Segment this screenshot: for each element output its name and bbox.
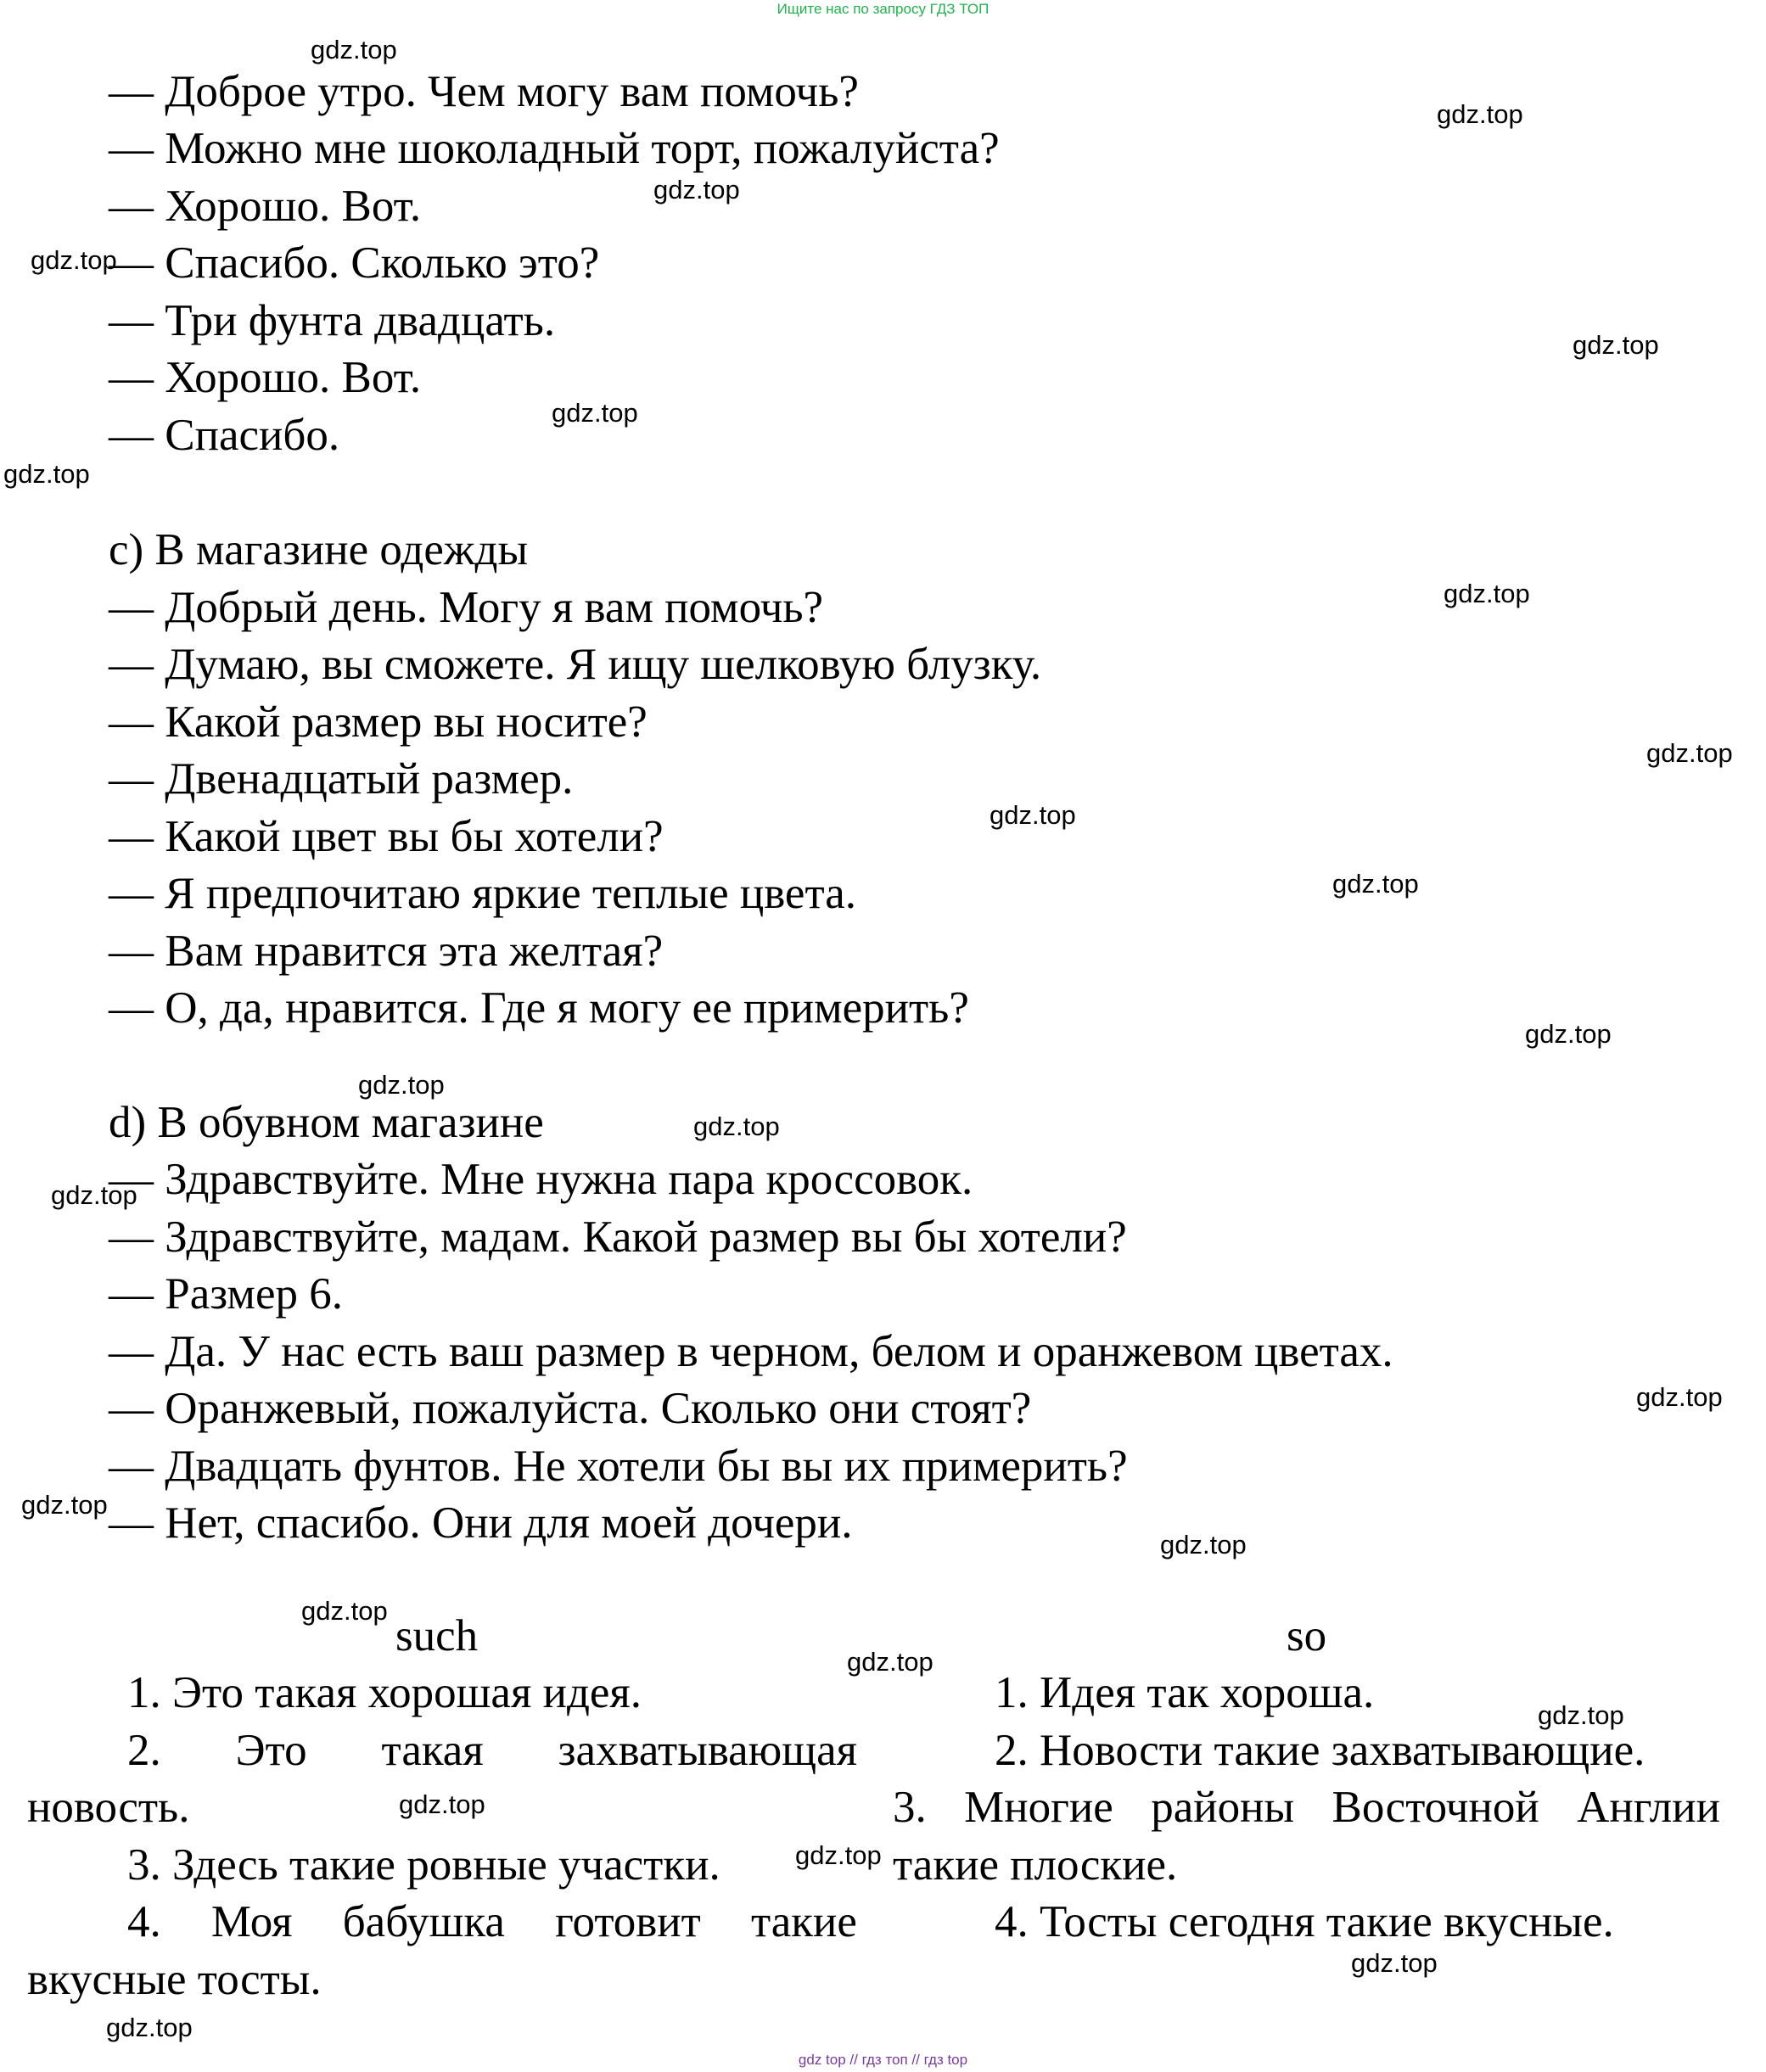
section-c-line-6: — Я предпочитаю яркие теплые цвета.	[109, 869, 857, 918]
so-s3-word: Англии	[1577, 1783, 1720, 1832]
watermark: gdz.top	[795, 1840, 882, 1870]
such-sentence-3: 3. Здесь такие ровные участки.	[127, 1840, 720, 1890]
watermark: gdz.top	[1573, 330, 1659, 360]
watermark: gdz.top	[990, 800, 1076, 830]
section-d-line-3: — Размер 6.	[109, 1269, 343, 1319]
section-d-line-1: — Здравствуйте. Мне нужна пара кроссовок.	[109, 1155, 973, 1204]
so-s3-word: районы	[1151, 1783, 1295, 1832]
dialog-b-line-1: — Доброе утро. Чем могу вам помочь?	[109, 67, 859, 116]
such-s4-word: готовит	[555, 1897, 701, 1946]
watermark: gdz.top	[1351, 1948, 1438, 1978]
so-sentence-3	[893, 1782, 1720, 1833]
so-title: so	[1287, 1611, 1327, 1660]
section-d-title: d) В обувном магазине	[109, 1098, 544, 1147]
so-s3-word: Многие	[964, 1783, 1113, 1832]
such-sentence-1: 1. Это такая хорошая идея.	[127, 1668, 642, 1717]
such-s4-word: 4.	[127, 1897, 161, 1946]
watermark: gdz.top	[311, 35, 397, 64]
such-s4-word: такие	[750, 1897, 857, 1946]
such-s2-word: такая	[381, 1726, 484, 1775]
section-c-line-3: — Какой размер вы носите?	[109, 697, 648, 747]
watermark: gdz.top	[1160, 1530, 1247, 1560]
watermark: gdz.top	[3, 459, 90, 489]
such-sentence-2	[127, 1725, 857, 1776]
dialog-b-line-3: — Хорошо. Вот.	[109, 182, 422, 231]
watermark: gdz.top	[399, 1789, 485, 1819]
watermark: gdz.top	[358, 1070, 445, 1100]
such-sentence-4	[127, 1896, 857, 1947]
watermark: gdz.top	[693, 1112, 780, 1141]
so-s3-word: Восточной	[1332, 1783, 1539, 1832]
footer-links[interactable]: gdz top // гдз топ // гдз top	[798, 2052, 968, 2068]
dialog-b-line-6: — Хорошо. Вот.	[109, 353, 422, 402]
so-sentence-4: 4. Тосты сегодня такие вкусные.	[995, 1897, 1614, 1946]
dialog-b-line-2: — Можно мне шоколадный торт, пожалуйста?	[109, 124, 1000, 173]
watermark: gdz.top	[653, 175, 740, 204]
watermark: gdz.top	[31, 245, 117, 275]
so-s3-word: 3.	[893, 1783, 927, 1832]
such-title: such	[395, 1611, 479, 1660]
dialog-b-line-7: — Спасибо.	[109, 411, 340, 460]
such-sentence-4-cont: вкусные тосты.	[27, 1955, 322, 2004]
top-banner[interactable]: Ищите нас по запросу ГДЗ ТОП	[776, 1, 990, 17]
section-c-line-1: — Добрый день. Могу я вам помочь?	[109, 583, 824, 632]
section-c-line-4: — Двенадцатый размер.	[109, 754, 574, 804]
watermark: gdz.top	[1538, 1700, 1624, 1730]
watermark: gdz.top	[21, 1490, 108, 1520]
watermark: gdz.top	[1437, 99, 1523, 129]
watermark: gdz.top	[1525, 1019, 1612, 1049]
section-c-line-2: — Думаю, вы сможете. Я ищу шелковую блузку.	[109, 640, 1042, 689]
dialog-b-line-4: — Спасибо. Сколько это?	[109, 238, 600, 288]
watermark: gdz.top	[552, 398, 638, 428]
section-c-line-5: — Какой цвет вы бы хотели?	[109, 812, 664, 861]
section-d-line-2: — Здравствуйте, мадам. Какой размер вы бы хотели?	[109, 1212, 1127, 1262]
section-c-title: c) В магазине одежды	[109, 525, 529, 574]
section-c-line-7: — Вам нравится эта желтая?	[109, 927, 664, 976]
section-c-line-8: — О, да, нравится. Где я могу ее примерить?	[109, 983, 969, 1033]
such-s4-word: бабушка	[342, 1897, 505, 1946]
watermark: gdz.top	[1444, 579, 1530, 608]
so-sentence-2: 2. Новости такие захватывающие.	[995, 1726, 1645, 1775]
such-s2-word: 2.	[127, 1726, 161, 1775]
such-sentence-2-cont: новость.	[27, 1783, 190, 1832]
section-d-line-4: — Да. У нас есть ваш размер в черном, белом и оранжевом цветах.	[109, 1327, 1393, 1376]
section-d-line-7: — Нет, спасибо. Они для моей дочери.	[109, 1498, 853, 1548]
such-s4-word: Моя	[210, 1897, 293, 1946]
watermark: gdz.top	[51, 1180, 137, 1210]
such-s2-word: захватывающая	[558, 1726, 857, 1775]
watermark: gdz.top	[106, 2013, 193, 2042]
so-sentence-3-cont: такие плоские.	[893, 1840, 1178, 1890]
watermark: gdz.top	[301, 1596, 388, 1626]
watermark: gdz.top	[1332, 869, 1419, 899]
such-s2-word: Это	[235, 1726, 307, 1775]
so-sentence-1: 1. Идея так хороша.	[995, 1668, 1375, 1717]
watermark: gdz.top	[847, 1647, 933, 1677]
dialog-b-line-5: — Три фунта двадцать.	[109, 296, 556, 345]
watermark: gdz.top	[1646, 738, 1733, 768]
watermark: gdz.top	[1636, 1382, 1723, 1412]
section-d-line-6: — Двадцать фунтов. Не хотели бы вы их примерить?	[109, 1442, 1128, 1491]
section-d-line-5: — Оранжевый, пожалуйста. Сколько они стоят?	[109, 1384, 1032, 1433]
